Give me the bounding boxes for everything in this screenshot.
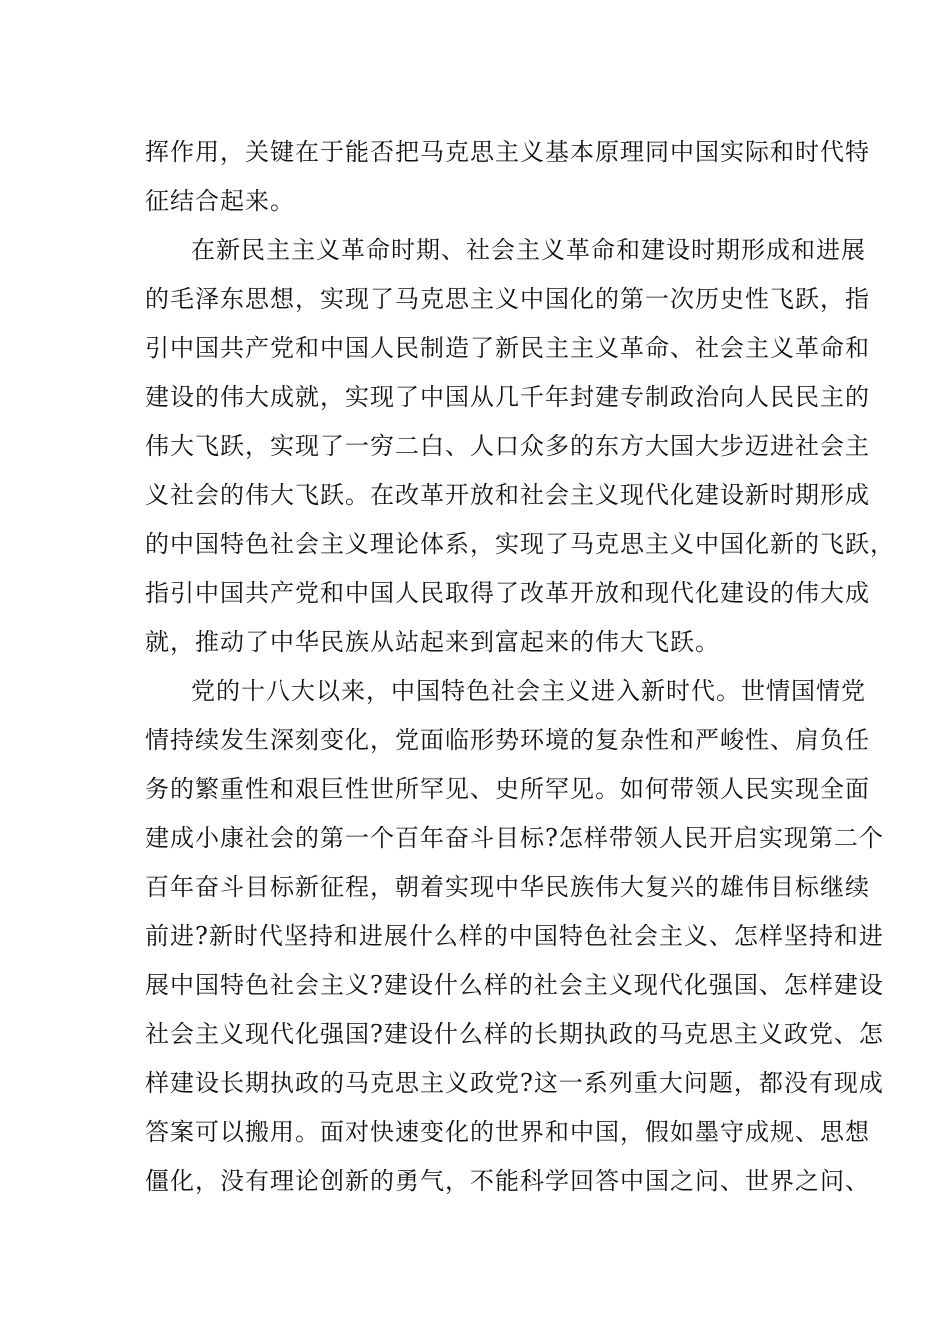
text-line: 的毛泽东思想，实现了马克思主义中国化的第一次历史性飞跃，指 [145,285,870,313]
text-line: 务的繁重性和艰巨性世所罕见、史所罕见。如何带领人民实现全面 [145,775,870,803]
body-text [145,128,895,1206]
text-line: 社会主义现代化强国?建设什么样的长期执政的马克思主义政党、怎 [145,1020,884,1048]
text-line: 百年奋斗目标新征程，朝着实现中华民族伟大复兴的雄伟目标继续 [145,873,870,901]
text-line: 建成小康社会的第一个百年奋斗目标?怎样带领人民开启实现第二个 [145,824,884,852]
text-line: 挥作用，关键在于能否把马克思主义基本原理同中国实际和时代特 [145,138,870,166]
paragraph-2 [145,226,895,667]
text-line: 就，推动了中华民族从站起来到富起来的伟大飞跃。 [145,628,720,656]
text-line: 展中国特色社会主义?建设什么样的社会主义现代化强国、怎样建设 [145,971,884,999]
text-line: 在新民主主义革命时期、社会主义革命和建设时期形成和进展 [191,236,866,264]
text-line: 答案可以搬用。面对快速变化的世界和中国，假如墨守成规、思想 [145,1118,870,1146]
text-line: 指引中国共产党和中国人民取得了改革开放和现代化建设的伟大成 [145,579,870,607]
text-line: 前进?新时代坚持和进展什么样的中国特色社会主义、怎样坚持和进 [145,922,884,950]
text-line: 样建设长期执政的马克思主义政党?这一系列重大问题，都没有现成 [145,1069,884,1097]
text-line: 建设的伟大成就，实现了中国从几千年封建专制政治向人民民主的 [145,383,870,411]
text-line: 的中国特色社会主义理论体系，实现了马克思主义中国化新的飞跃， [145,530,895,558]
paragraph-3 [145,667,884,1206]
text-line: 情持续发生深刻变化，党面临形势环境的复杂性和严峻性、肩负任 [145,726,870,754]
text-line: 党的十八大以来，中国特色社会主义进入新时代。世情国情党 [191,677,866,705]
paragraph-1 [145,128,870,226]
text-line: 义社会的伟大飞跃。在改革开放和社会主义现代化建设新时期形成 [145,481,870,509]
text-line: 征结合起来。 [145,187,295,215]
text-line: 伟大飞跃，实现了一穷二白、人口众多的东方大国大步迈进社会主 [145,432,870,460]
text-line: 僵化，没有理论创新的勇气，不能科学回答中国之问、世界之问、 [145,1167,870,1195]
text-line: 引中国共产党和中国人民制造了新民主主义革命、社会主义革命和 [145,334,870,362]
